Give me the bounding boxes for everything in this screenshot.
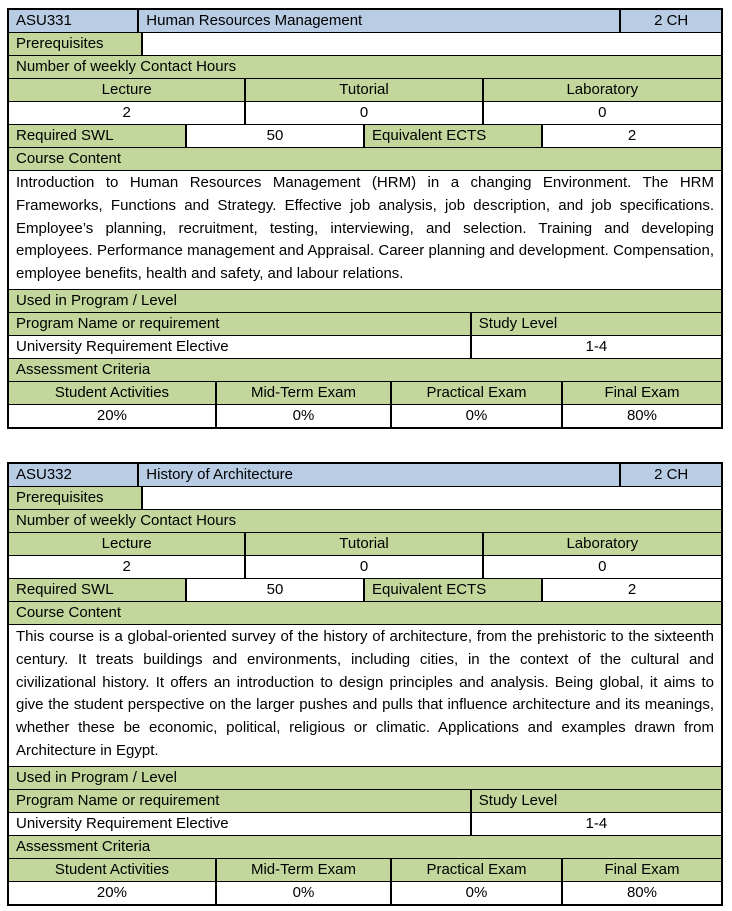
program-name-value: University Requirement Elective: [9, 813, 472, 835]
student-activities-header: Student Activities: [9, 382, 217, 404]
required-swl-value: 50: [187, 125, 365, 147]
practical-exam-header: Practical Exam: [392, 382, 563, 404]
course-content-row: [9, 171, 721, 290]
prerequisites-label: Prerequisites: [9, 487, 143, 509]
prerequisites-row: [9, 33, 721, 56]
assessment-heading-row: [9, 359, 721, 382]
prerequisites-label: Prerequisites: [9, 33, 143, 55]
course-title: Human Resources Management: [139, 10, 621, 32]
used-in-heading-row: [9, 767, 721, 790]
student-activities-weight: 20%: [9, 882, 217, 904]
final-exam-weight: 80%: [626, 883, 657, 901]
course-content-row: [9, 625, 721, 767]
course-content-heading: Course Content: [9, 148, 721, 170]
tutorial-header: Tutorial: [246, 533, 483, 555]
course-content-heading-row: [9, 602, 721, 625]
final-exam-header: Final Exam: [563, 859, 721, 881]
mid-term-exam-header: Mid-Term Exam: [217, 382, 392, 404]
used-in-heading: Used in Program / Level: [9, 290, 721, 312]
tutorial-hours: 0: [246, 556, 483, 578]
program-header-row: [9, 313, 721, 336]
course-code: ASU332: [9, 464, 139, 486]
course-header-row: [9, 464, 721, 487]
course-table-asu332: [7, 462, 723, 906]
course-content-heading: Course Content: [9, 602, 721, 624]
lecture-header: Lecture: [9, 79, 246, 101]
final-exam-header: Final Exam: [563, 382, 721, 404]
contact-hours-heading-row: [9, 510, 721, 533]
course-credit-hours: 2 CH: [621, 464, 721, 486]
tutorial-hours: 0: [246, 102, 483, 124]
course-table-asu331: [7, 8, 723, 429]
course-content-heading-row: [9, 148, 721, 171]
required-swl-value: 50: [187, 579, 365, 601]
assessment-heading-row: [9, 836, 721, 859]
practical-exam-weight: 0%: [392, 882, 563, 904]
course-header-row: [9, 10, 721, 33]
practical-exam-header: Practical Exam: [392, 859, 563, 881]
study-level-value: 1-4: [585, 337, 608, 355]
equivalent-ects-value: 2: [627, 580, 637, 598]
equivalent-ects-label: Equivalent ECTS: [365, 125, 543, 147]
course-content-text: Introduction to Human Resources Management (HRM) in a changing Environment. The HRM Frameworks, Functions and Strategy. Effective job analysis, job description, and job specifications. Employee’s planning, recruitment, testing, interviewing, and selection. Training and developing employees. Performance management and Appraisal. Career planning and development. Compensation, employee benefits, health and safety, and labour relations.: [16, 174, 714, 283]
laboratory-hours: 0: [598, 557, 607, 575]
study-level-value: 1-4: [585, 814, 608, 832]
contact-values-row: [9, 102, 721, 125]
program-values-row: [9, 813, 721, 836]
used-in-heading: Used in Program / Level: [9, 767, 721, 789]
lecture-hours: 2: [9, 102, 246, 124]
equivalent-ects-label: Equivalent ECTS: [365, 579, 543, 601]
contact-columns-row: [9, 533, 721, 556]
course-credit-hours: 2 CH: [621, 10, 721, 32]
student-activities-weight: 20%: [9, 405, 217, 427]
mid-term-exam-weight: 0%: [217, 405, 392, 427]
lecture-hours: 2: [9, 556, 246, 578]
contact-values-row: [9, 556, 721, 579]
program-name-value: University Requirement Elective: [9, 336, 472, 358]
assessment-heading: Assessment Criteria: [9, 359, 721, 381]
assessment-values-row: [9, 405, 721, 427]
swl-ects-row: [9, 579, 721, 602]
student-activities-header: Student Activities: [9, 859, 217, 881]
contact-hours-heading: Number of weekly Contact Hours: [9, 510, 721, 532]
practical-exam-weight: 0%: [392, 405, 563, 427]
laboratory-hours: 0: [598, 104, 607, 121]
study-level-label: Study Level: [472, 313, 721, 335]
required-swl-label: Required SWL: [9, 125, 187, 147]
prerequisites-value: [143, 487, 721, 509]
assessment-columns-row: [9, 382, 721, 405]
assessment-columns-row: [9, 859, 721, 882]
laboratory-header: Laboratory: [484, 79, 721, 101]
program-name-label: Program Name or requirement: [9, 313, 472, 335]
mid-term-exam-weight: 0%: [217, 882, 392, 904]
assessment-values-row: [9, 882, 721, 904]
laboratory-header: Laboratory: [484, 533, 721, 555]
course-title: History of Architecture: [139, 464, 621, 486]
program-name-label: Program Name or requirement: [9, 790, 472, 812]
prerequisites-row: [9, 487, 721, 510]
program-header-row: [9, 790, 721, 813]
required-swl-label: Required SWL: [9, 579, 187, 601]
contact-hours-heading: Number of weekly Contact Hours: [9, 56, 721, 78]
study-level-label: Study Level: [472, 790, 721, 812]
course-content-text: This course is a global-oriented survey of the history of architecture, from the prehistoric to the sixteenth century. It treats buildings and environments, including cities, in the context of the cultural and civilizational history. It offers an introduction to design principles and analysis. Being global, it aims to give the student perspective on the larger pushes and pulls that influence architecture and its meanings, whether these be economic, political, religious or climatic. Applications and examples drawn from Architecture in Egypt.: [16, 627, 714, 759]
final-exam-weight: 80%: [626, 406, 657, 424]
prerequisites-value: [143, 33, 721, 55]
contact-columns-row: [9, 79, 721, 102]
used-in-heading-row: [9, 290, 721, 313]
equivalent-ects-value: 2: [627, 127, 637, 144]
mid-term-exam-header: Mid-Term Exam: [217, 859, 392, 881]
program-values-row: [9, 336, 721, 359]
assessment-heading: Assessment Criteria: [9, 836, 721, 858]
swl-ects-row: [9, 125, 721, 148]
contact-hours-heading-row: [9, 56, 721, 79]
lecture-header: Lecture: [9, 533, 246, 555]
course-code: ASU331: [9, 10, 139, 32]
tutorial-header: Tutorial: [246, 79, 483, 101]
